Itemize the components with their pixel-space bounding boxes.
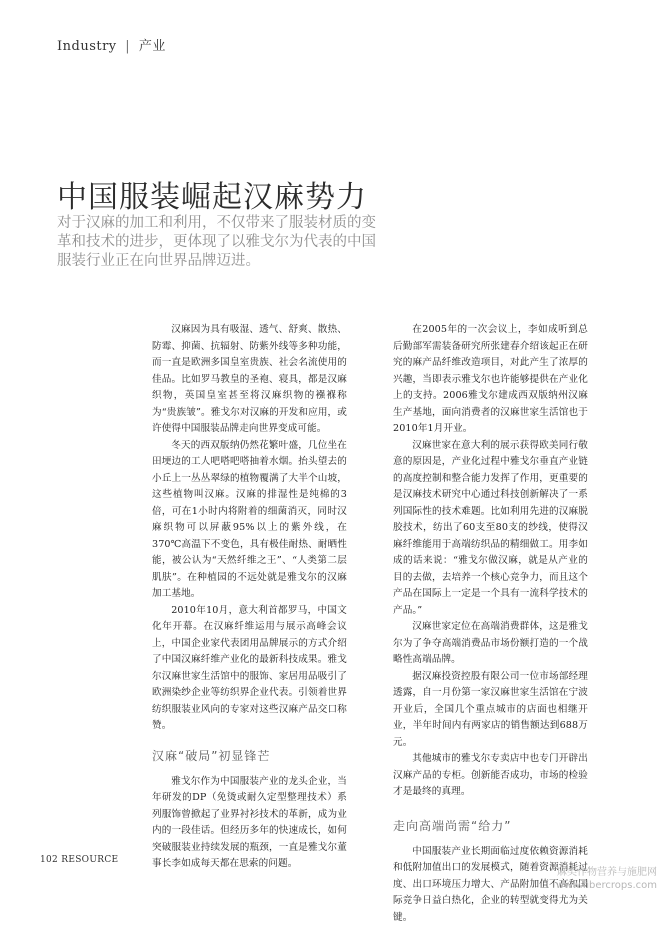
page-number: 102 (40, 855, 58, 865)
site-watermark (556, 866, 657, 892)
section-label-en: Industry (57, 39, 117, 54)
article-subtitle: 对于汉麻的加工和利用，不仅带来了服装材质的变革和技术的进步，更体现了以雅戈尔为代表的中国服装行业正在向世界品牌迈进。 (57, 214, 389, 271)
section-separator: | (121, 39, 134, 54)
paragraph: 其他城市的雅戈尔专卖店中也专门开辟出汉麻产品的专柜。创新能否成功，市场的检验才是最终的真理。 (393, 751, 588, 801)
section-heading: 走向高端尚需“给力” (393, 817, 588, 834)
paragraph: 汉麻因为具有吸湿、透气、舒爽、散热、防霉、抑菌、抗辐射、防紫外线等多种功能，而一直是欧洲多国皇室贵族、社会名流使用的佳品。比如罗马教皇的圣袍、寝具，都是汉麻织物，英国皇室甚至将汉麻织物的襁褓称为“贵族皱”。雅戈尔对汉麻的开发和应用，或许使得中国服装品牌走向世界变成可能。 (152, 322, 347, 438)
paragraph: 2010年10月，意大利首都罗马，中国文化年开幕。在汉麻纤维运用与展示高峰会议上，中国企业家代表团用品牌展示的方式介绍了中国汉麻纤维产业化的最新科技成果。雅戈尔汉麻世家生活馆中的服饰、家居用品吸引了欧洲染纱企业等纺织界企业代表。引领着世界纺织服装业风向的专家对这些汉麻产品交口称赞。 (152, 603, 347, 735)
paragraph: 据汉麻投资控股有限公司一位市场部经理透露，自一月份第一家汉麻世家生活馆在宁波开业后，全国几个重点城市的店面也相继开业，半年时间内有两家店的销售额达到688万元。 (393, 669, 588, 752)
watermark-url: www.fibercrops.com (556, 879, 657, 892)
section-header (57, 35, 166, 54)
magazine-name: RESOURCE (61, 855, 118, 865)
page-footer (40, 855, 118, 865)
paragraph: 在2005年的一次会议上，李如成听到总后勤部军需装备研究所张建春介绍该起正在研究的麻产品纤维改造项目，对此产生了浓厚的兴趣，当即表示雅戈尔也许能够提供在产业化上的支持。2006雅戈尔建成西双版纳州汉麻生产基地，面向消费者的汉麻世家生活馆也于2010年1月开业。 (393, 322, 588, 438)
article-title: 中国服装崛起汉麻势力 (57, 172, 367, 216)
paragraph: 冬天的西双版纳仍然花繁叶盛，几位坐在田埂边的工人吧嗒吧嗒抽着水烟。抬头望去的小丘上一丛丛翠绿的植物覆满了大半个山坡，这些植物叫汉麻。汉麻的排湿性是纯棉的3倍，可在1小时内将附着的细菌消灭，同时汉麻织物可以屏蔽95%以上的紫外线，在370℃高温下不变色，具有极佳耐热、耐晒性能，被公认为“天然纤维之王”、“人类第二层肌肤”。在种植园的不远处就是雅戈尔的汉麻加工基地。 (152, 438, 347, 603)
paragraph: 雅戈尔作为中国服装产业的龙头企业，当年研发的DP（免烫或耐久定型整理技术）系列服饰曾掀起了业界衬衫技术的革新，成为业内的一段佳话。但经历多年的快速成长，如何突破服装业持续发展的瓶颈，一直是雅戈尔董事长李如成每天都在思索的问题。 (152, 774, 347, 873)
watermark-line: 麻类作物营养与施肥网 (556, 866, 657, 879)
paragraph: 汉麻世家在意大利的展示获得欧美同行敬意的原因是，产业化过程中雅戈尔垂直产业链的高度控制和整合能力发挥了作用，更重要的是汉麻技术研究中心通过科技创新解决了一系列国际性的技术难题。比如利用先进的汉麻脱胶技术，纺出了60支至80支的纱线，使得汉麻纤维能用于高端纺织品的精细做工。用李如成的话来说：“雅戈尔做汉麻，就是从产业的目的去做，去培养一个核心竞争力，而且这个产品在国际上一定是一个具有一流科学技术的产品。” (393, 438, 588, 620)
paragraph: 中国服装产业长期面临过度依赖资源消耗和低附加值出口的发展模式，随着资源消耗过度、出口环境压力增大、产品附加值不高和国际竞争日益白热化，企业的转型就变得尤为关键。 (393, 844, 588, 926)
left-column (152, 322, 347, 873)
paragraph: 汉麻世家定位在高端消费群体，这是雅戈尔为了争夺高端消费品市场份额打造的一个战略性高端品牌。 (393, 619, 588, 669)
right-column (393, 322, 588, 926)
section-label-cn: 产业 (139, 39, 166, 54)
section-heading: 汉麻“破局”初显锋芒 (152, 747, 347, 764)
